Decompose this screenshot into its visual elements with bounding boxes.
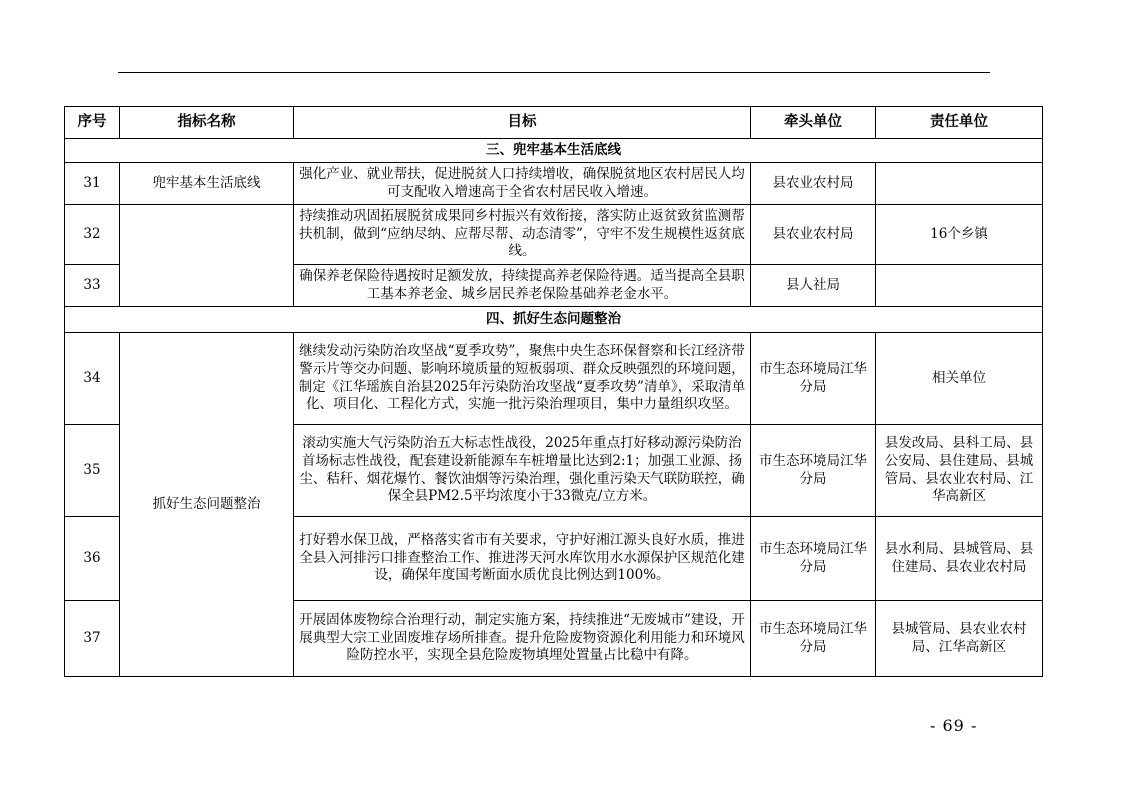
row-goal: 打好碧水保卫战，严格落实省市有关要求，守护好湘江源头良好水质，推进全县入河排污口排查整治工作、推进涔天河水库饮用水水源保护区规范化建设，确保年度国考断面水质优良比例达到100%。 bbox=[294, 517, 751, 601]
row-resp: 县水利局、县城管局、县住建局、县农业农村局 bbox=[876, 517, 1043, 601]
row-no: 34 bbox=[65, 333, 120, 425]
section-title: 四、抓好生态问题整治 bbox=[65, 307, 1043, 333]
row-resp: 县城管局、县农业农村局、江华高新区 bbox=[876, 601, 1043, 677]
row-goal: 持续推动巩固拓展脱贫成果同乡村振兴有效衔接，落实防止返贫致贫监测帮扶机制，做到“应纳尽纳、应帮尽帮、动态清零”，守牢不发生规模性返贫底线。 bbox=[294, 205, 751, 265]
row-resp: 相关单位 bbox=[876, 333, 1043, 425]
row-lead: 市生态环境局江华分局 bbox=[751, 425, 876, 517]
col-header-no: 序号 bbox=[65, 107, 120, 139]
row-name bbox=[120, 205, 294, 307]
row-goal: 强化产业、就业帮扶，促进脱贫人口持续增收，确保脱贫地区农村居民人均可支配收入增速高于全省农村居民收入增速。 bbox=[294, 163, 751, 205]
row-no: 33 bbox=[65, 265, 120, 307]
row-resp bbox=[876, 265, 1043, 307]
section-row bbox=[65, 139, 1043, 163]
row-goal: 继续发动污染防治攻坚战“夏季攻势”，聚焦中央生态环保督察和长江经济带警示片等交办问题、影响环境质量的短板弱项、群众反映强烈的环境问题，制定《江华瑶族自治县2025年污染防治攻坚战“夏季攻势”清单》，采取清单化、项目化、工程化方式，实施一批污染治理项目，集中力量组织攻坚。 bbox=[294, 333, 751, 425]
table-row bbox=[65, 333, 1043, 425]
row-name: 抓好生态问题整治 bbox=[120, 333, 294, 677]
row-goal: 滚动实施大气污染防治五大标志性战役，2025年重点打好移动源污染防治首场标志性战役，配套建设新能源车车桩增量比达到2:1；加强工业源、扬尘、秸秆、烟花爆竹、餐饮油烟等污染治理，强化重污染天气联防联控，确保全县PM2.5平均浓度小于33微克/立方米。 bbox=[294, 425, 751, 517]
row-resp: 16个乡镇 bbox=[876, 205, 1043, 265]
header-row bbox=[65, 107, 1043, 139]
page-number: - 69 - bbox=[930, 716, 978, 735]
row-lead: 市生态环境局江华分局 bbox=[751, 333, 876, 425]
col-header-name: 指标名称 bbox=[120, 107, 294, 139]
row-no: 35 bbox=[65, 425, 120, 517]
row-no: 32 bbox=[65, 205, 120, 265]
table-row bbox=[65, 205, 1043, 265]
row-resp bbox=[876, 163, 1043, 205]
header-rule bbox=[118, 72, 990, 73]
row-resp: 县发改局、县科工局、县公安局、县住建局、县城管局、县农业农村局、江华高新区 bbox=[876, 425, 1043, 517]
col-header-goal: 目标 bbox=[294, 107, 751, 139]
row-lead: 市生态环境局江华分局 bbox=[751, 601, 876, 677]
row-name: 兜牢基本生活底线 bbox=[120, 163, 294, 205]
col-header-lead: 牵头单位 bbox=[751, 107, 876, 139]
col-header-resp: 责任单位 bbox=[876, 107, 1043, 139]
row-lead: 县农业农村局 bbox=[751, 205, 876, 265]
row-lead: 市生态环境局江华分局 bbox=[751, 517, 876, 601]
row-no: 36 bbox=[65, 517, 120, 601]
section-row bbox=[65, 307, 1043, 333]
row-no: 37 bbox=[65, 601, 120, 677]
row-goal: 开展固体废物综合治理行动，制定实施方案，持续推进“无废城市”建设，开展典型大宗工业固废堆存场所排查。提升危险废物资源化利用能力和环境风险防控水平，实现全县危险废物填埋处置量占比稳中有降。 bbox=[294, 601, 751, 677]
row-no: 31 bbox=[65, 163, 120, 205]
table-row bbox=[65, 163, 1043, 205]
row-lead: 县人社局 bbox=[751, 265, 876, 307]
section-title: 三、兜牢基本生活底线 bbox=[65, 139, 1043, 163]
indicator-table bbox=[64, 106, 1043, 677]
row-lead: 县农业农村局 bbox=[751, 163, 876, 205]
row-goal: 确保养老保险待遇按时足额发放，持续提高养老保险待遇。适当提高全县职工基本养老金、城乡居民养老保险基础养老金水平。 bbox=[294, 265, 751, 307]
